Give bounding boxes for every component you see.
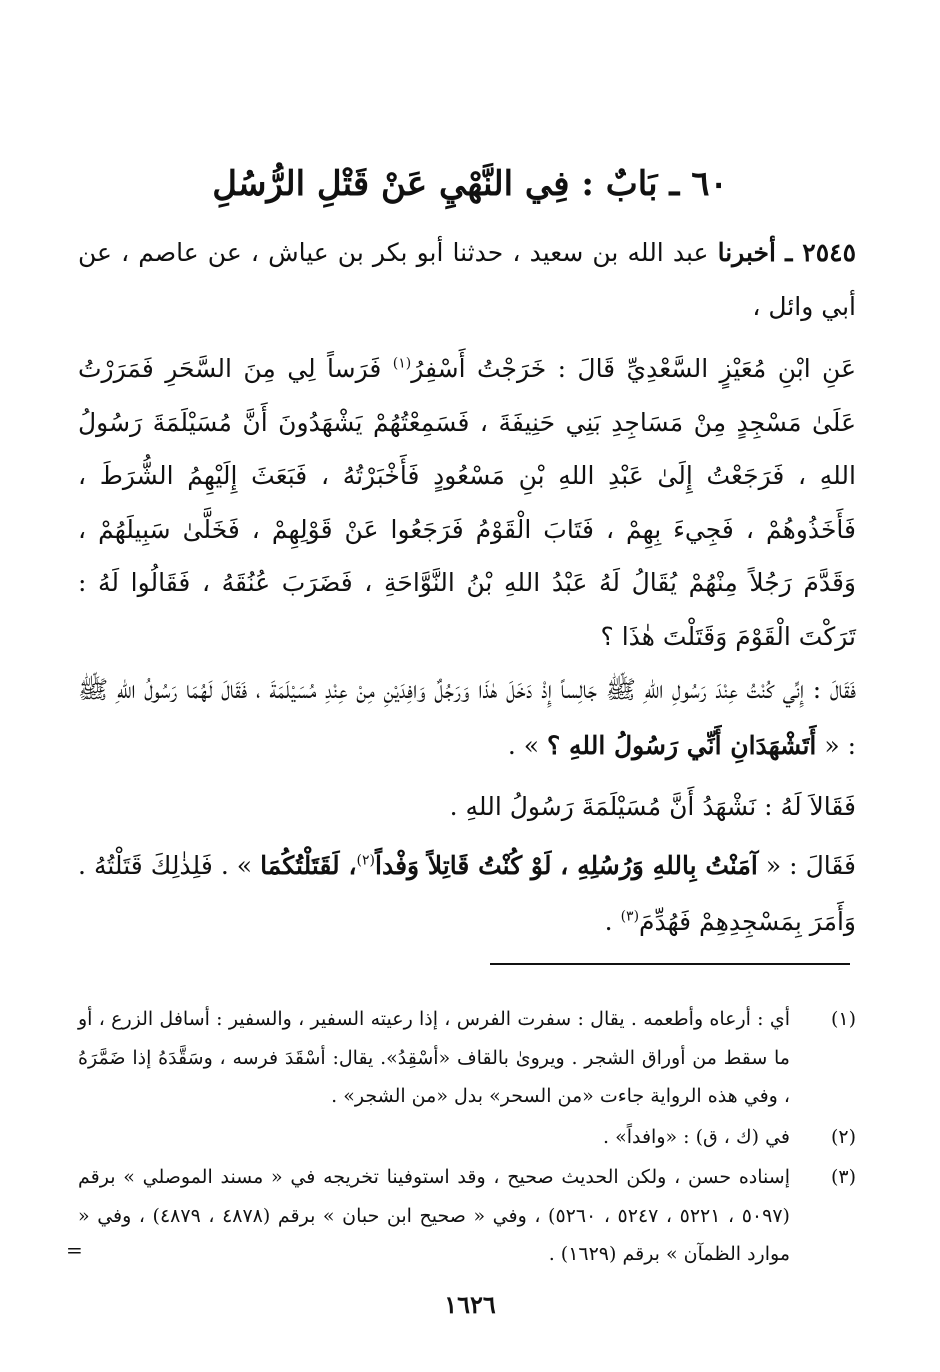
final-text-2: » . فَلِذٰلِكَ قَتَلْتُهُ . وَأَمَرَ بِمَسْجِدِهِمْ فَهُدِّمَ xyxy=(78,851,856,936)
hadith-verb: أخبرنا xyxy=(717,238,776,267)
page-number: ١٦٢٦ xyxy=(444,1290,496,1319)
hadith-number: ٢٥٤٥ ـ xyxy=(785,238,857,267)
prophet-saying-1: آمَنْتُ بِاللهِ وَرُسُلِهِ ، لَوْ كُنْتُ قَاتِلاً وَفْداً xyxy=(375,851,758,880)
final-paragraph xyxy=(78,838,856,950)
footnote-2 xyxy=(78,1118,856,1157)
footnote-text: أي : أرعاه وأطعمه . يقال : سفرت الفرس ، إذا رعيته السفير ، والسفير : أسافل الزرع ، أو ما سقط من أوراق الشجر . ويروىٰ بالقاف «أسْقِدُ». يقال: أسْقَدَ فرسه ، وسَقَّدَهُ إذا ضَمَّرَهُ ، وفي هذه الرواية جاءت «من السحر» بدل «من الشجر» . xyxy=(78,1008,790,1107)
question-paragraph xyxy=(78,662,856,774)
hadith-isnad xyxy=(78,226,856,334)
footnote-divider xyxy=(490,963,850,965)
question-text-2: » . xyxy=(507,731,548,760)
hadith-chain: عبد الله بن سعيد ، حدثنا أبو بكر بن عياش ، عن عاصم ، عن أبي وائل ، xyxy=(78,238,856,321)
prophet-question: أَتَشْهَدَانِ أَنِّي رَسُولُ اللهِ ؟ xyxy=(547,731,817,760)
footnote-text: إسناده حسن ، ولكن الحديث صحيح ، وقد استوفينا تخريجه في « مسند الموصلي » برقم (٥٠٩٧ ، ٥٢٢١ ، ٥٢٤٧ ، ٥٢٦٠) ، وفي « صحيح ابن حبان » برقم (٤٨٧٨ ، ٤٨٧٩) ، وفي « موارد الظمآن » برقم (١٦٢٩) . xyxy=(78,1166,790,1265)
footnote-number: (٣) xyxy=(830,1166,856,1188)
chapter-heading: ٦٠ ـ بَابٌ : فِي النَّهْيِ عَنْ قَتْلِ الرُّسُلِ xyxy=(212,164,728,204)
footnote-number: (٢) xyxy=(830,1126,856,1148)
footnote-ref-2: (٢) xyxy=(356,852,375,869)
story-text-1: عَنِ ابْنِ مُعَيْزٍ السَّعْدِيِّ قَالَ : خَرَجْتُ أَسْفِرُ xyxy=(411,354,856,383)
story-text-2: فَرَساً لِي مِنَ السَّحَرِ فَمَرَرْتُ عَلَىٰ مَسْجِدٍ مِنْ مَسَاجِدِ بَنِي حَنِيفَةَ ، فَسَمِعْتُهُمْ يَشْهَدُونَ أَنَّ مُسَيْلَمَةَ رَسُولُ اللهِ ، فَرَجَعْتُ إِلَىٰ عَبْدِ اللهِ بْنِ مَسْعُودٍ فَأَخْبَرْتُهُ ، فَبَعَثَ إِلَيْهِمُ الشُّرَطَ ، فَأَخَذُوهُمْ ، فَجِيءَ بِهِمْ ، فَتَابَ الْقَوْمُ فَرَجَعُوا عَنْ قَوْلِهِمْ ، فَخَلَّىٰ سَبِيلَهُمْ ، وَقَدَّمَ رَجُلاً مِنْهُمْ يُقَالُ لَهُ عَبْدُ اللهِ بْنُ النَّوَّاحَةِ ، فَضَرَبَ عُنُقَهُ ، فَقَالُوا لَهُ : تَرَكْتَ الْقَوْمَ وَقَتَلْتَ هٰذَا ؟ xyxy=(78,354,856,651)
footnote-ref-3: (٣) xyxy=(620,908,640,925)
footnote-1 xyxy=(78,1000,856,1116)
footnote-number: (١) xyxy=(830,1008,856,1030)
final-text-1: فَقَالَ : « xyxy=(757,851,856,880)
footnote-3 xyxy=(78,1158,856,1274)
prophet-saying-2: ، لَقَتَلْتُكُمَا xyxy=(260,851,357,880)
footnote-text: في (ك ، ق) : «وافداً» . xyxy=(603,1126,790,1148)
story-paragraph xyxy=(78,342,856,663)
footnote-ref-1: (١) xyxy=(392,355,412,372)
final-text-3: . xyxy=(604,907,621,936)
continuation-mark: = xyxy=(66,1238,83,1262)
reply-paragraph: فَقَالاَ لَهُ : نَشْهَدُ أَنَّ مُسَيْلَمَةَ رَسُولُ اللهِ . xyxy=(449,792,856,821)
question-text-1: فَقَالَ : إِنِّي كُنْتُ عِنْدَ رَسُولِ اللهِ ﷺ جَالِساً إِذْ دَخَلَ هٰذَا وَرَجُلٌ وَافِدَيْنِ مِنْ عِنْدِ مُسَيْلَمَةَ ، فَقَالَ لَهُمَا رَسُولُ اللهِ ﷺ : « xyxy=(78,675,856,760)
